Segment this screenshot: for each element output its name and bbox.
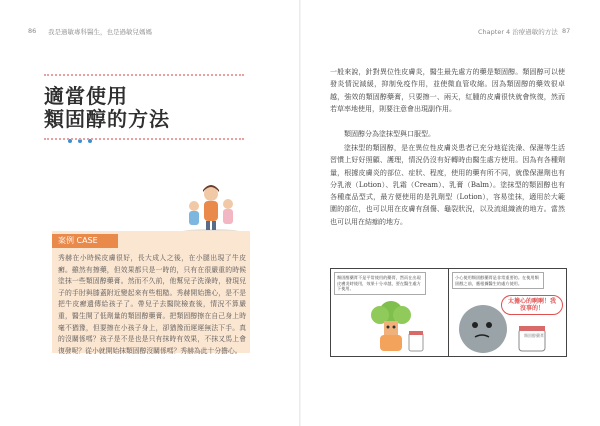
title-divider-top [44,74,244,76]
body-paragraph-1: 一般來說，針對異位性皮膚炎，醫生最先處方的藥是類固醇。類固醇可以使發炎情況減緩，抑制免疫作用，並使微血管收縮。因為類固醇的藥效很卓越，強效的類固醇藥膏，只要擦一、兩天，紅腫的皮膚很快就會恢復，然而若草率地使用，則要注意會出現副作用。 [330,68,565,113]
left-page-number: 86 [28,27,37,35]
comic-panel-right [448,268,567,357]
right-page-number: 87 [562,27,571,35]
book-gutter [299,0,301,426]
title-divider-bottom [44,138,244,140]
section-title-line1: 適當使用 [44,84,128,108]
family-illustration [176,182,246,234]
comic-caption-right: 小心使用類固醇藥膏是非常重要的。在使用類固醇之前，應根據醫生的處方使用。 [452,272,544,289]
body-paragraph-2: 類固醇分為塗抹型與口服型。 [344,130,435,138]
broccoli-character-illustration [351,297,431,355]
case-text: 秀赫在小時候皮膚很好，長大成人之後，在小腿出現了牛皮癬。雖然有擦藥，但效果都只是一時的，只有在很嚴重的時候塗抹一些類固醇藥膏。然而不久前，他幫兒子洗澡時，發現兒子的手肘與膝蓋附近變起來有些粗糙。秀赫開始擔心，是不是把牛皮癬遺傳給孩子了。帶兒子去醫院檢查後，情況不算嚴重，醫生開了低劑量的類固醇藥膏。把類固醇擦在自己身上時毫不猶豫，但要擦在小孩子身上，卻猶豫而遲遲無法下手。真的沒關係嗎？孩子是不是也是只有抹時有效果，不抹又馬上會復發呢？從小就開始抹類固醇沒關係嗎？秀赫為此十分擔心。 [58,254,246,355]
section-title-line2: 類固醇的方法 [44,107,170,131]
comic-speech-bubble: 太擔心的啊啊！我沒事的！ [501,295,563,315]
comic-panel-left [330,268,449,357]
left-running-title: 我是過敏專科醫生，也是過敏兒媽媽 [48,28,152,36]
case-label: 案例 CASE [52,234,118,248]
comic-caption-left: 類固醇藥膏不是平常使用的藥膏，然而在出現皮膚炎時使用，效果十分卓越，要在醫生處方下使用。 [334,272,426,295]
body-paragraph-3: 塗抹型的類固醇，是在異位性皮膚炎患者已充分地從洗澡、保濕等生活習慣上好好照顧、護理，情況仍沒有好轉時由醫生處方使用。因為有各種劑量，根據皮膚炎的部位、症狀、程度，使用的藥有所不同，就像保濕劑也有分乳液（Lotion）、乳霜（Cream）、乳膏（Balm）。塗抹型的類固醇也有各種產品型式，最方便使用的是乳劑型（Lotion），容易塗抹，適用於大範圍的部位，也可以用在皮膚有刮傷、龜裂狀況，以及流組織液的地方。當然也可以用在結痂的地方。 [330,144,565,226]
comic-jar-label: 類固醇藥膏 [524,333,544,338]
right-chapter-title: Chapter 4 治療過敏的方法 [478,28,558,36]
